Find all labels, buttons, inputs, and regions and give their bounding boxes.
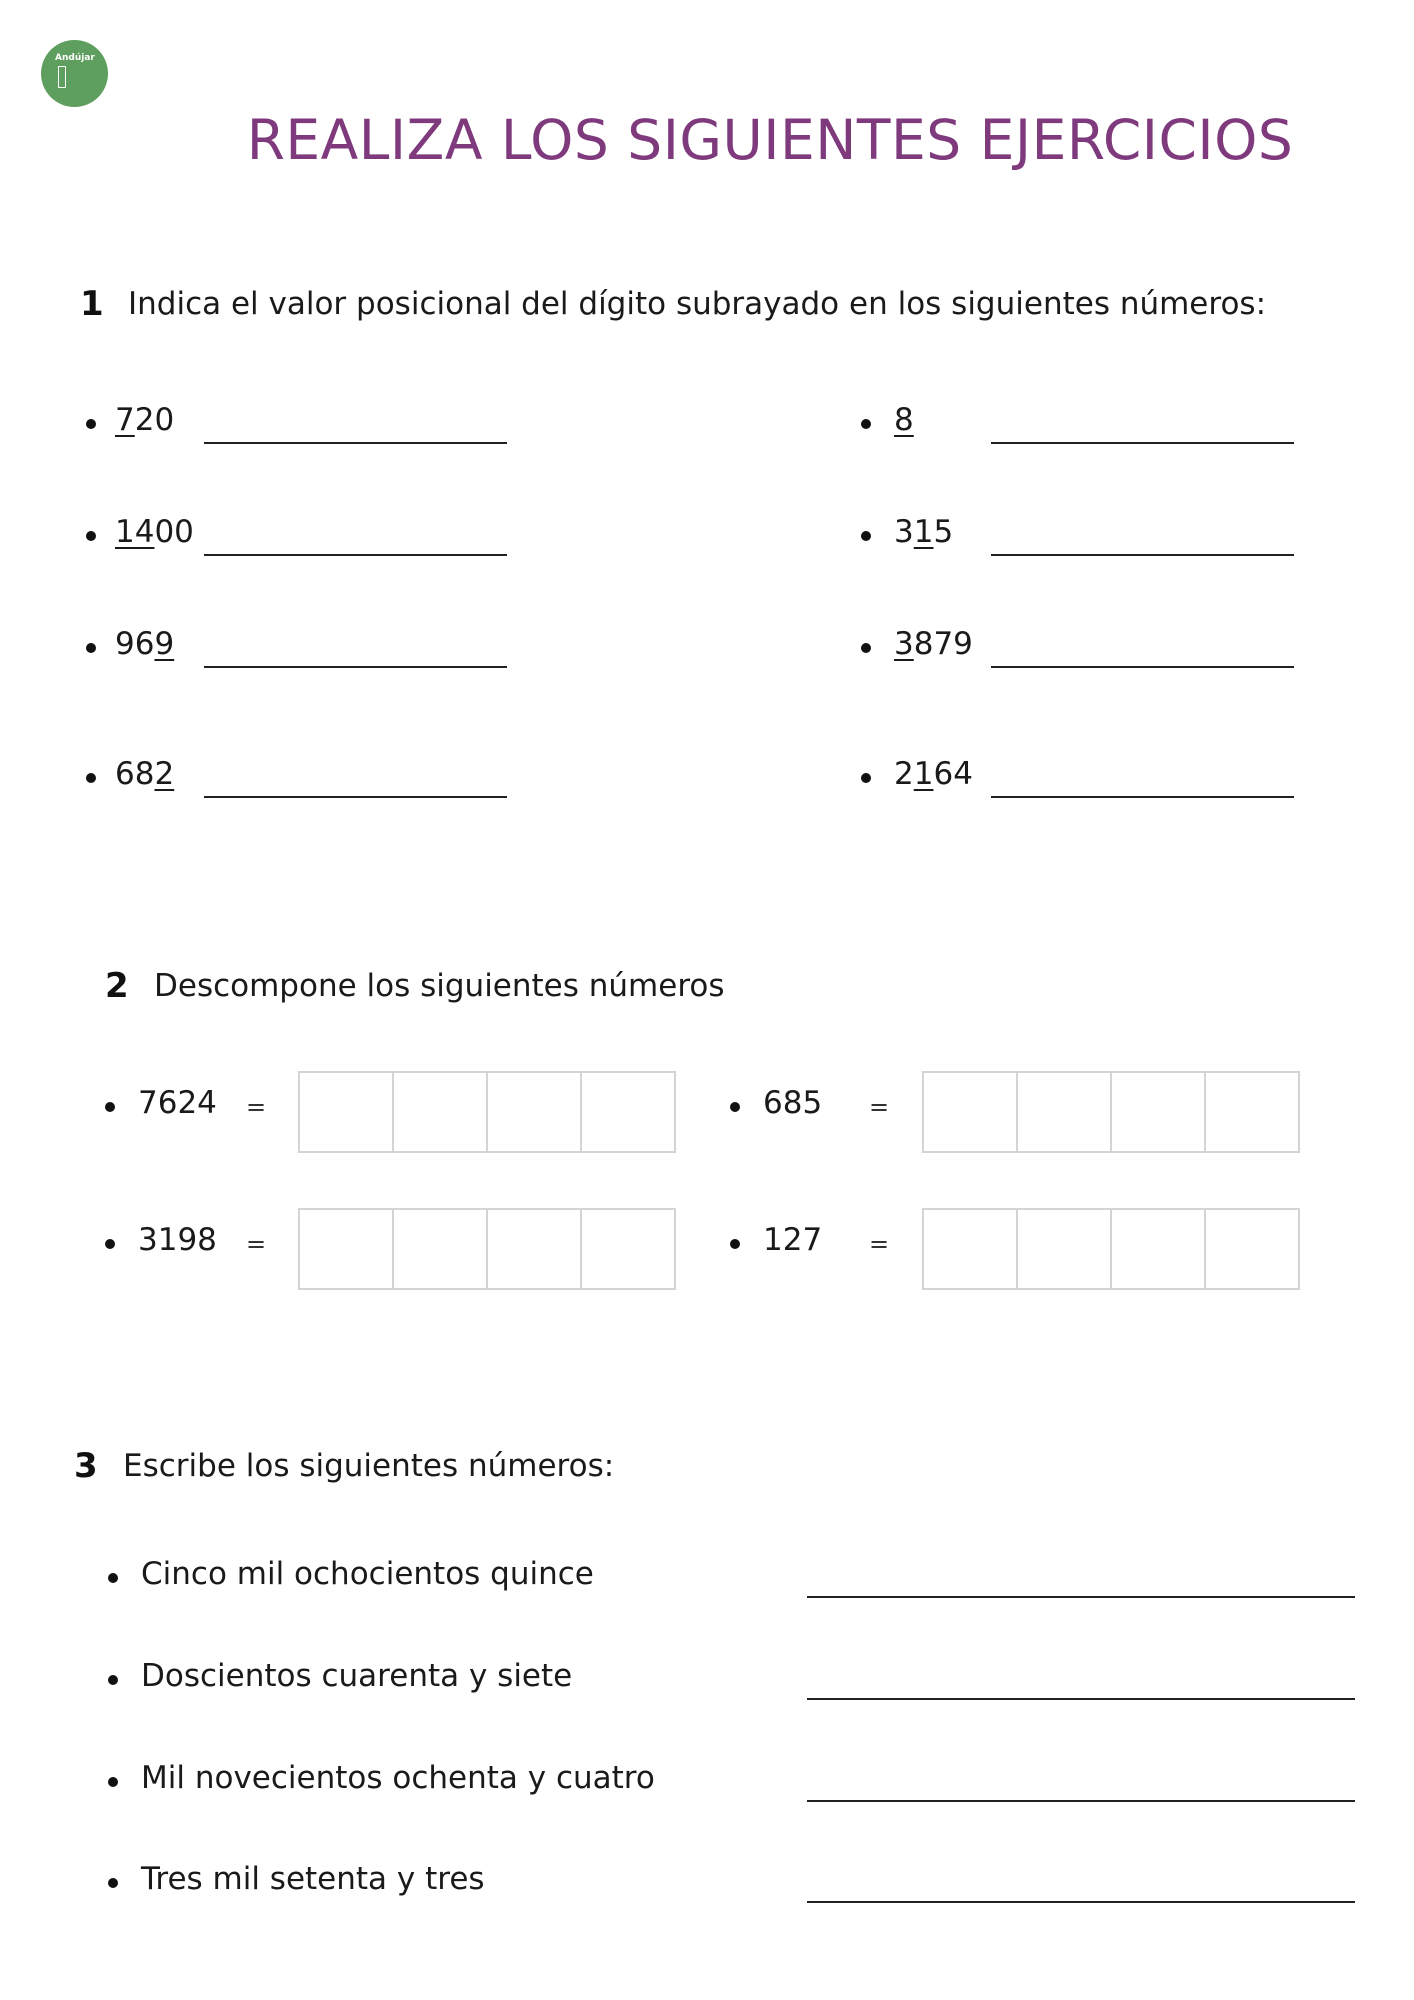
bullet-icon [861,419,871,429]
answer-box[interactable] [924,1073,1018,1151]
underlined-digit: 14 [115,514,155,550]
digit-number [894,514,953,550]
decomposition-boxes [298,1071,676,1153]
underlined-digit: 1 [913,514,934,550]
answer-box[interactable] [1018,1210,1112,1288]
bullet-icon [105,1239,115,1249]
answer-box[interactable] [582,1073,674,1151]
logo-text: Andújar [55,53,95,63]
bullet-icon [730,1239,740,1249]
number-to-decompose: 7624 [138,1085,217,1121]
pencil-icon [58,66,66,88]
answer-line[interactable] [807,1800,1355,1802]
bullet-icon [861,643,871,653]
answer-box[interactable] [394,1210,488,1288]
digit-number [894,402,914,438]
section-2-number: 2 [105,966,129,1006]
underlined-digit: 1 [913,756,934,792]
page-title: REALIZA LOS SIGUIENTES EJERCICIOS [246,108,1294,172]
answer-line[interactable] [807,1901,1355,1903]
bullet-icon [108,1777,118,1787]
digit-number [115,626,174,662]
underlined-digit: 3 [894,626,914,662]
number-digits: 3 [894,514,914,550]
answer-box[interactable] [488,1073,582,1151]
answer-box[interactable] [1112,1210,1206,1288]
decomposition-boxes [922,1208,1300,1290]
number-to-decompose: 685 [763,1085,823,1121]
number-to-decompose: 3198 [138,1222,217,1258]
answer-box[interactable] [582,1210,674,1288]
bullet-icon [108,1573,118,1583]
bullet-icon [861,773,871,783]
equals-sign: = [869,1230,890,1258]
underlined-digit: 7 [115,402,135,438]
digit-number [115,756,174,792]
answer-box[interactable] [300,1210,394,1288]
answer-line[interactable] [991,796,1294,798]
digit-number [115,402,174,438]
number-in-words: Cinco mil ochocientos quince [141,1556,594,1592]
number-digits: 5 [933,514,954,550]
bullet-icon [86,419,96,429]
number-in-words: Doscientos cuarenta y siete [141,1658,573,1694]
underlined-digit: 2 [154,756,175,792]
section-3-number: 3 [74,1446,98,1486]
answer-box[interactable] [300,1073,394,1151]
underlined-digit: 9 [154,626,175,662]
section-3-instruction: Escribe los siguientes números: [123,1448,615,1484]
bullet-icon [108,1878,118,1888]
bullet-icon [105,1102,115,1112]
answer-line[interactable] [204,666,507,668]
answer-line[interactable] [204,554,507,556]
number-digits: 2 [894,756,914,792]
bullet-icon [86,531,96,541]
digit-number [894,756,973,792]
answer-line[interactable] [991,666,1294,668]
answer-line[interactable] [807,1698,1355,1700]
section-1-number: 1 [80,284,104,324]
answer-box[interactable] [488,1210,582,1288]
answer-box[interactable] [1112,1073,1206,1151]
answer-box[interactable] [1206,1210,1298,1288]
bullet-icon [86,643,96,653]
answer-line[interactable] [991,442,1294,444]
section-1-instruction: Indica el valor posicional del dígito subrayado en los siguientes números: [128,286,1267,322]
number-in-words: Mil novecientos ochenta y cuatro [141,1760,655,1796]
number-to-decompose: 127 [763,1222,823,1258]
answer-box[interactable] [924,1210,1018,1288]
answer-box[interactable] [394,1073,488,1151]
number-digits: 68 [115,756,155,792]
digit-number [894,626,973,662]
bullet-icon [861,531,871,541]
bullet-icon [108,1675,118,1685]
section-2-instruction: Descompone los siguientes números [154,968,725,1004]
equals-sign: = [246,1093,267,1121]
number-digits: 96 [115,626,155,662]
underlined-digit: 8 [894,402,914,438]
number-digits: 00 [154,514,194,550]
answer-line[interactable] [204,796,507,798]
bullet-icon [730,1102,740,1112]
equals-sign: = [246,1230,267,1258]
number-digits: 879 [913,626,973,662]
decomposition-boxes [922,1071,1300,1153]
number-in-words: Tres mil setenta y tres [141,1861,485,1897]
answer-line[interactable] [204,442,507,444]
digit-number [115,514,194,550]
number-digits: 64 [933,756,973,792]
number-digits: 20 [134,402,175,438]
answer-box[interactable] [1206,1073,1298,1151]
school-logo [41,40,108,107]
equals-sign: = [869,1093,890,1121]
answer-line[interactable] [991,554,1294,556]
decomposition-boxes [298,1208,676,1290]
answer-box[interactable] [1018,1073,1112,1151]
answer-line[interactable] [807,1596,1355,1598]
bullet-icon [86,773,96,783]
